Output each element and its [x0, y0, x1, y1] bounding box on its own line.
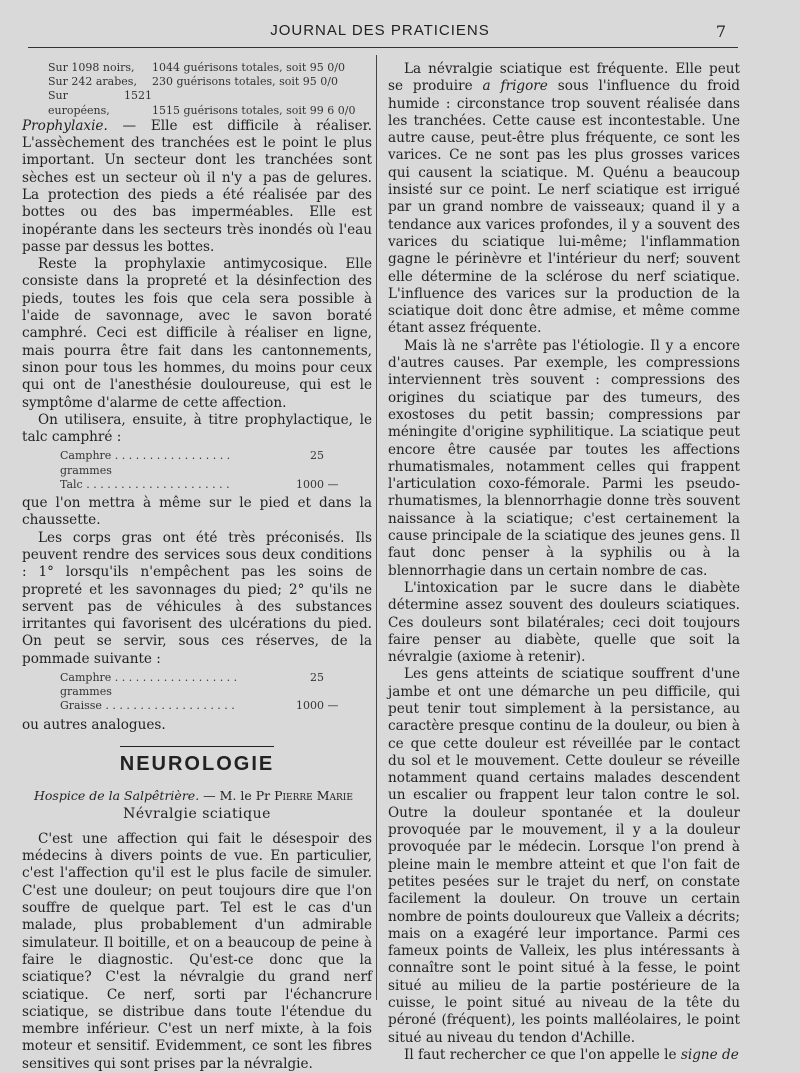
left-column	[22, 61, 372, 1073]
paragraph: Mais là ne s'arrête pas l'étiologie. Il y a encore d'autres causes. Par exemple, les compressions interviennent très souvent : compressions des origines du sciatique par des tumeurs, des exostoses du petit bassin; compressions par méningite d'origine syphilitique. La sciatique peut encore être causée par toutes les affections rhumatismales, notamment celles qui frappent l'articulation coxo-fémorale. Parmi les pseudo-rhumatismes, la blennorrhagie donne très souvent naissance à la sciatique; c'est certainement la cause principale de la sciatique des jeunes gens. Il faut donc penser à la syphilis ou à la blennorrhagie dans un certain nombre de cas.	[388, 337, 740, 579]
paragraph: L'intoxication par le sucre dans le diabète détermine assez souvent des douleurs sciatiques. Ces douleurs sont bilatérales; ceci doit toujours faire penser au diabète, quelle que soit la névralgie (axiome à retenir).	[388, 579, 740, 666]
page-header	[0, 22, 800, 44]
paragraph: On utilisera, ensuite, à titre prophylactique, le talc camphré :	[22, 411, 372, 446]
paragraph: que l'on mettra à même sur le pied et dans la chaussette.	[22, 495, 372, 529]
article-source: Hospice de la Salpêtrière. — M. le Pr Pierre Marie	[34, 788, 353, 804]
paragraph: Les corps gras ont été très préconisés. Ils peuvent rendre des services sous deux conditions : 1° lorsqu'ils n'empêchent pas les soins de propreté et les savonnages du pied; 2° qu'ils ne servent pas de véhicules à des substances irritantes qui favorisent des ulcérations du pied. On peut se servir, sous ces réserves, de la pommade suivante :	[22, 529, 372, 667]
formula-row: Talc . . . . . . . . . . . . . . . . . . . . . 1000 —	[60, 477, 339, 491]
right-column	[388, 61, 740, 1064]
cure-statistics	[22, 61, 372, 118]
paragraph: Reste la prophylaxie antimycosique. Elle consiste dans la propreté et la désinfection des pieds, toutes les fois que cela sera possible à l'aide de savonnage, avec le savon boraté camphré. Ceci est difficile à réaliser en ligne, mais pourra être fait dans les cantonnements, sinon pour tous les hommes, du moins pour ceux qui ont de l'anesthésie douloureuse, qui est le symptôme d'alarme de cette affection.	[22, 256, 372, 411]
running-title: JOURNAL DES PRATICIENS	[270, 22, 490, 39]
stat-row: Sur 1098 noirs, 1044 guérisons totales, soit 95 0/0	[48, 61, 345, 74]
paragraph: Il faut rechercher ce que l'on appelle le signe de	[404, 1046, 739, 1063]
paragraph: C'est une affection qui fait le désespoir des médecins à divers points de vue. En particulier, c'est l'affection qu'il est le plus facile de simuler. C'est une douleur; on peut toujours dire que l'on souffre de quelque part. Tel est le cas d'un malade, plus probablement d'un admirable simulateur. Il boitille, et on a beaucoup de peine à faire le diagnostic. Qu'est-ce donc que la sciatique? C'est la névralgie du grand nerf sciatique. Ce nerf, sorti par l'échancrure sciatique, se distribue dans toute l'étendue du membre inférieur. C'est un nerf mixte, à la fois moteur et sensitif. Evidemment, ce sont les fibres sensitives qui sont prises par la névralgie.	[22, 830, 372, 1072]
column-divider	[376, 55, 377, 1000]
formula-pommade	[22, 671, 372, 714]
formula-talc	[22, 449, 372, 492]
formula-row: Camphre . . . . . . . . . . . . . . . . . 25 grammes	[60, 449, 324, 477]
stat-row: Sur 242 arabes, 230 guérisons totales, soit 95 0/0	[48, 75, 338, 89]
prophylaxie-label: Prophylaxie.	[22, 117, 108, 134]
stat-row: Sur 1521 européens, 1515 guérisons totales, soit 99 6 0/0	[48, 89, 356, 117]
paragraph: La névralgie sciatique est fréquente. Elle peut se produire a frigore sous l'influence du froid humide : circonstance trop souvent réalisée dans les tranchées. Cette cause est incontestable. Une autre cause, peut-être plus fréquente, ce sont les varices. Ce ne sont pas les plus grosses varices qui causent la sciatique. M. Quénu a beaucoup insisté sur ce point. Le nerf sciatique est irrigué par un grand nombre de vaisseaux; quand il y a tendance aux varices profondes, il y a souvent des varices du sciatique lui-même; l'inflammation gagne le périnèvre et l'intérieur du nerf; souvent elle détermine de la sclérose du nerf sciatique. L'influence des varices sur la production de la sciatique doit donc être admise, et même comme étant assez fréquente.	[388, 61, 740, 337]
header-rule	[28, 47, 738, 48]
paragraph: Prophylaxie. — Elle est difficile à réaliser. L'assèchement des tranchées est le point le plus important. Un secteur dont les tranchées sont sèches est un secteur où il n'y a pas de gelures. La protection des pieds a été réalisée par des bottes ou des bas imperméables. Elle est inopérante dans les secteurs très inondés où l'eau passe par dessus les bottes.	[22, 117, 372, 255]
article-title: Névralgie sciatique	[123, 805, 271, 822]
page-number: 7	[715, 22, 726, 41]
paragraph: Les gens atteints de sciatique souffrent d'une jambe et ont une démarche un peu difficile, qui peut tenir tout simplement à la persistance, au caractère presque continu de la douleur, ou bien à ce que cette douleur est réveillée par le contact du sol et le mouvement. Cette douleur se réveille notamment quand certains malades descendent un escalier ou frappent leur talon contre le sol. Outre la douleur spontanée et la douleur provoquée par le mouvement, il y a la douleur provoquée par le médecin. Lorsque l'on prend à pleine main le membre atteint et que l'on fait de petites pesées sur le trajet du nerf, on constate facilement la douleur. On trouve un certain nombre de points douloureux que Valleix a décrits; mais on a exagéré leur importance. Parmi ces fameux points de Valleix, les plus intéressants à connaître sont le point situé à la fesse, le point situé au milieu de la partie postérieure de la cuisse, le point situé au niveau de la tête du péroné (fréquent), les points malléolaires, le point situé au niveau du tendon d'Achille.	[388, 666, 740, 1046]
formula-row: Graisse . . . . . . . . . . . . . . . . . . . 1000 —	[60, 699, 339, 713]
formula-row: Camphre . . . . . . . . . . . . . . . . . . 25 grammes	[60, 671, 324, 699]
section-heading: NEUROLOGIE	[22, 756, 372, 773]
paragraph: ou autres analogues.	[22, 716, 166, 733]
